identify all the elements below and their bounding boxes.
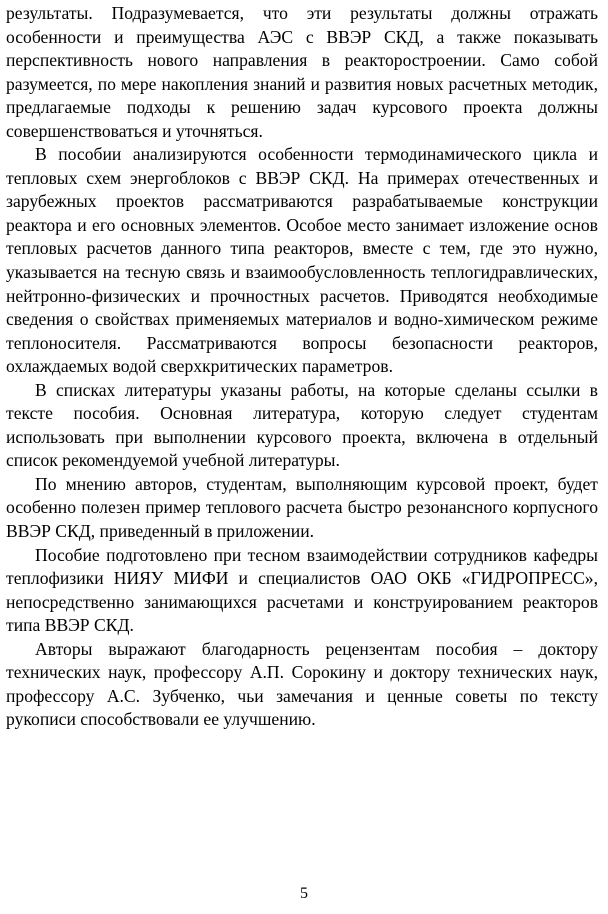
body-text xyxy=(6,2,598,732)
paragraph-collaboration: Пособие подготовлено при тесном взаимодействии сотрудников кафедры теплофизики НИЯУ МИФИ и специалистов ОАО ОКБ «ГИДРОПРЕСС», непосредственно занимающихся расчетами и конструированием реакторов типа ВВЭР СКД. xyxy=(6,544,598,636)
paragraph-analysis: В пособии анализируются особенности термодинамического цикла и тепловых схем энергоблоков с ВВЭР СКД. На примерах отечественных и зарубежных проектов рассматриваются разрабатываемые конструкции реактора и его основных элементов. Особое место занимает изложение основ тепловых расчетов данного типа реакторов, вместе с тем, где это нужно, указывается на тесную связь и взаимообусловленность теплогидравлических, нейтронно-физических и прочностных расчетов. Приводятся необходимые сведения о свойствах применяемых материалов и водно-химическом режиме теплоносителя. Рассматриваются вопросы безопасности реакторов, охлаждаемых водой сверхкритических параметров. xyxy=(6,144,598,377)
paragraph-acknowledgements: Авторы выражают благодарность рецензентам пособия – доктору технических наук, профессору А.П. Сорокину и доктору технических наук, профессору А.С. Зубченко, чьи замечания и ценные советы по тексту рукописи способствовали ее улучшению. xyxy=(6,638,598,730)
paragraph-continuation: результаты. Подразумевается, что эти результаты должны отражать особенности и преимущества АЭС с ВВЭР СКД, а также показывать перспективность нового направления в реакторостроении. Само собой разумеется, по мере накопления знаний и развития новых расчетных методик, предлагаемые подходы к решению задач курсового проекта должны совершенствоваться и уточняться. xyxy=(6,3,598,141)
paragraph-literature: В списках литературы указаны работы, на которые сделаны ссылки в тексте пособия. Основная литература, которую следует студентам использовать при выполнении курсового проекта, включена в отдельный список рекомендуемой учебной литературы. xyxy=(6,379,598,471)
paragraph-example: По мнению авторов, студентам, выполняющим курсовой проект, будет особенно полезен пример теплового расчета быстро резонансного корпусного ВВЭР СКД, приведенный в приложении. xyxy=(6,473,598,542)
page-number: 5 xyxy=(300,885,308,902)
